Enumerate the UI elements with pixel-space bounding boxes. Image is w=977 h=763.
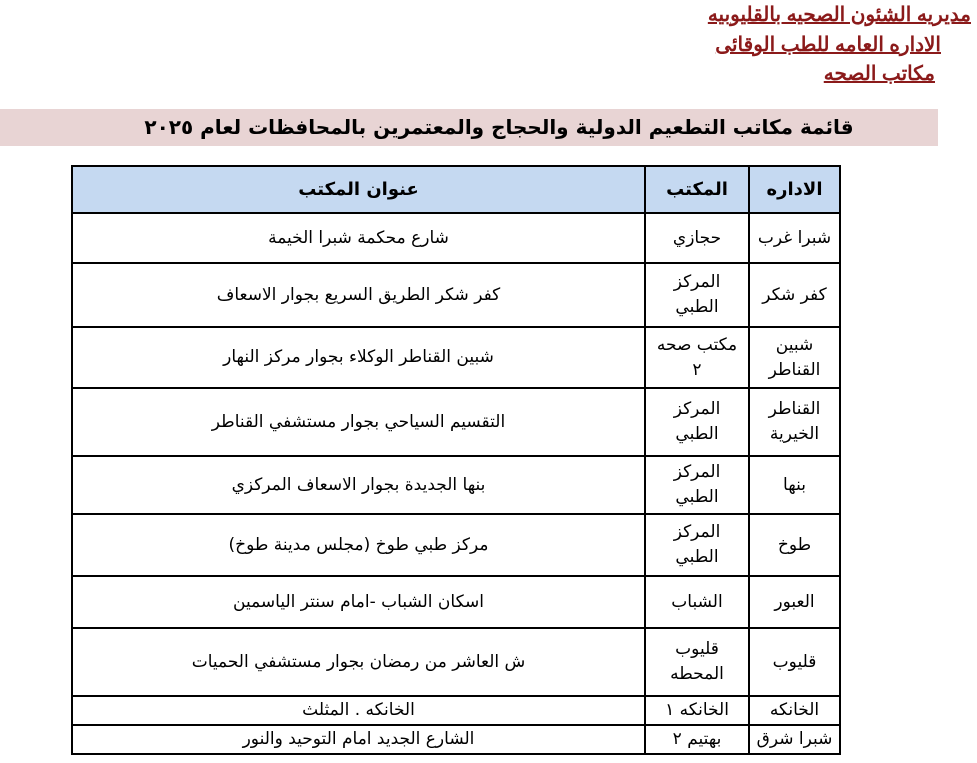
table-row: [72, 263, 840, 327]
cell-office: المركز الطبي: [645, 514, 749, 576]
table-row: [72, 696, 840, 725]
cell-office: حجازي: [645, 213, 749, 263]
cell-address: اسكان الشباب -امام سنتر الياسمين: [72, 576, 645, 628]
cell-address: ش العاشر من رمضان بجوار مستشفي الحميات: [72, 628, 645, 696]
cell-office: المركز الطبي: [645, 388, 749, 456]
cell-address: كفر شكر الطريق السريع بجوار الاسعاف: [72, 263, 645, 327]
cell-office: مكتب صحه ٢: [645, 327, 749, 388]
cell-admin: شبرا شرق: [749, 725, 840, 754]
cell-office: المركز الطبي: [645, 456, 749, 514]
table-row: [72, 327, 840, 388]
document-title-wrapper: [0, 109, 938, 146]
cell-address: شبين القناطر الوكلاء بجوار مركز النهار: [72, 327, 645, 388]
cell-address: بنها الجديدة بجوار الاسعاف المركزي: [72, 456, 645, 514]
cell-admin: شبين القناطر: [749, 327, 840, 388]
cell-address: التقسيم السياحي بجوار مستشفي القناطر: [72, 388, 645, 456]
cell-office: المركز الطبي: [645, 263, 749, 327]
section-title: مكاتب الصحه: [823, 63, 935, 85]
table-row: [72, 576, 840, 628]
cell-office: بهتيم ٢: [645, 725, 749, 754]
column-header-admin: الاداره: [749, 166, 840, 213]
cell-admin: كفر شكر: [749, 263, 840, 327]
cell-address: الخانكه . المثلث: [72, 696, 645, 725]
cell-admin: الخانكه: [749, 696, 840, 725]
table-row: [72, 456, 840, 514]
cell-admin: بنها: [749, 456, 840, 514]
cell-admin: العبور: [749, 576, 840, 628]
cell-office: الخانكه ١: [645, 696, 749, 725]
table-row: [72, 514, 840, 576]
offices-table: [71, 165, 841, 755]
table-row: [72, 725, 840, 754]
cell-address: الشارع الجديد امام التوحيد والنور: [72, 725, 645, 754]
directorate-title: مديريه الشئون الصحيه بالقليوبيه: [707, 4, 971, 26]
cell-address: شارع محكمة شبرا الخيمة: [72, 213, 645, 263]
cell-office: الشباب: [645, 576, 749, 628]
table-row: [72, 628, 840, 696]
cell-address: مركز طبي طوخ (مجلس مدينة طوخ): [72, 514, 645, 576]
table-row: [72, 388, 840, 456]
cell-admin: شبرا غرب: [749, 213, 840, 263]
cell-admin: طوخ: [749, 514, 840, 576]
table-row: [72, 213, 840, 263]
cell-office: قليوب المحطه: [645, 628, 749, 696]
cell-admin: القناطر الخيرية: [749, 388, 840, 456]
column-header-address: عنوان المكتب: [72, 166, 645, 213]
cell-admin: قليوب: [749, 628, 840, 696]
column-header-office: المكتب: [645, 166, 749, 213]
table-header-row: [72, 166, 840, 213]
department-title: الاداره العامه للطب الوقائى: [715, 34, 941, 56]
document-title: قائمة مكاتب التطعيم الدولية والحجاج والمعتمرين بالمحافظات لعام ٢٠٢٥: [144, 115, 854, 139]
